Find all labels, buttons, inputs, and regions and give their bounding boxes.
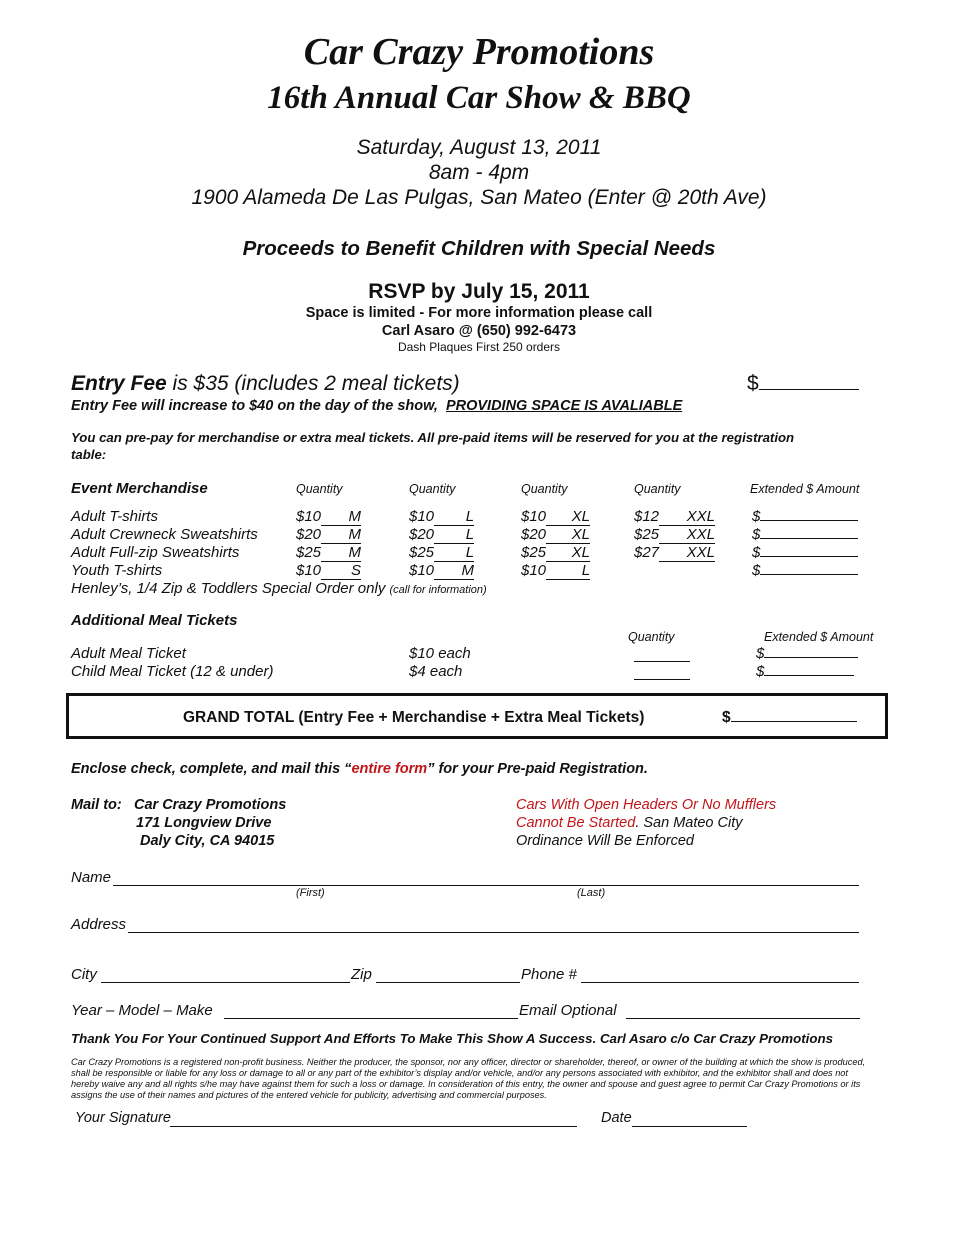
san-mateo-city-text: . San Mateo City: [635, 815, 743, 831]
amount-blank[interactable]: [760, 556, 858, 557]
special-order-text: Henley’s, 1/4 Zip & Toddlers Special Order only: [71, 580, 386, 597]
child-meal-label: Child Meal Ticket (12 & under): [71, 663, 274, 680]
merchandise-quantity-field[interactable]: [634, 544, 715, 562]
entire-form-emphasis: entire form: [351, 761, 428, 777]
enclose-text-start: Enclose check, complete, and mail this “: [71, 761, 352, 777]
grand-total-label: GRAND TOTAL (Entry Fee + Merchandise + Extra Meal Tickets): [183, 709, 645, 726]
merchandise-amount-field[interactable]: [752, 562, 858, 579]
unit-price: $20: [521, 526, 547, 543]
muffler-notice-1: Cars With Open Headers Or No Mufflers: [516, 797, 777, 813]
merchandise-quantity-field[interactable]: [296, 508, 361, 526]
email-field[interactable]: [626, 1018, 860, 1019]
zip-field[interactable]: [376, 982, 520, 983]
unit-price: $20: [409, 526, 435, 543]
address-label: Address: [71, 916, 127, 933]
dollar-sign: $: [752, 526, 761, 543]
unit-price: $10: [521, 508, 547, 525]
unit-price: $27: [634, 544, 660, 561]
phone-label: Phone #: [521, 966, 577, 983]
unit-price: $12: [634, 508, 660, 525]
amount-blank[interactable]: [760, 574, 858, 575]
city-field[interactable]: [101, 982, 350, 983]
meal-quantity-header: Quantity: [628, 630, 675, 644]
space-limited-note: Space is limited - For more information please call: [305, 305, 653, 321]
merchandise-quantity-field[interactable]: [521, 526, 590, 544]
special-order-note: (call for information): [389, 584, 487, 596]
child-meal-quantity-field[interactable]: [634, 679, 690, 680]
entry-fee-increase-line: [71, 398, 682, 414]
disclaimer-line-4: assigns the use of their names and pictures of the entered vehicle for publicity, advertising and commercial purposes.: [71, 1090, 547, 1100]
phone-field[interactable]: [581, 982, 859, 983]
merchandise-quantity-field[interactable]: [634, 508, 715, 526]
prepay-note-1: You can pre-pay for merchandise or extra meal tickets. All pre-paid items will be reserved for you at the registration: [71, 430, 795, 445]
amount-blank[interactable]: [760, 520, 858, 521]
dollar-sign: $: [722, 709, 731, 726]
merchandise-item-label: Adult T-shirts: [71, 508, 158, 525]
entry-fee-increase-note: Entry Fee will increase to $40 on the day of the show,: [71, 398, 438, 414]
unit-price: $25: [521, 544, 547, 561]
entry-fee-label: Entry Fee: [71, 372, 167, 395]
quantity-header-3: Quantity: [521, 482, 568, 496]
unit-price: $10: [296, 508, 322, 525]
dollar-sign: $: [752, 562, 761, 579]
benefit-statement: Proceeds to Benefit Children with Special Needs: [242, 237, 716, 260]
merchandise-item-label: Adult Crewneck Sweatshirts: [71, 526, 258, 543]
size-quantity-blank[interactable]: XL: [546, 508, 590, 526]
size-quantity-blank[interactable]: XL: [546, 544, 590, 562]
first-name-hint: (First): [296, 887, 325, 899]
dollar-sign: $: [747, 372, 759, 395]
merchandise-quantity-field[interactable]: [409, 544, 474, 562]
merchandise-quantity-field[interactable]: [296, 562, 361, 580]
dollar-sign: $: [752, 508, 761, 525]
amount-blank[interactable]: [760, 538, 858, 539]
size-quantity-blank[interactable]: M: [321, 526, 361, 544]
muffler-notice-2: [516, 815, 743, 831]
city-label: City: [71, 966, 97, 983]
unit-price: $10: [296, 562, 322, 579]
size-quantity-blank[interactable]: L: [434, 526, 474, 544]
adult-meal-quantity-field[interactable]: [634, 661, 690, 662]
meal-amount-header: Extended $ Amount: [764, 630, 874, 644]
last-name-hint: (Last): [577, 887, 606, 899]
signature-field[interactable]: [170, 1126, 577, 1127]
size-quantity-blank[interactable]: S: [321, 562, 361, 580]
merchandise-title: Event Merchandise: [71, 480, 208, 497]
quantity-header-1: Quantity: [296, 482, 343, 496]
merchandise-quantity-field[interactable]: [296, 544, 361, 562]
size-quantity-blank[interactable]: M: [321, 508, 361, 526]
unit-price: $25: [409, 544, 435, 561]
quantity-header-4: Quantity: [634, 482, 681, 496]
size-quantity-blank[interactable]: M: [321, 544, 361, 562]
enclose-instructions: [71, 761, 648, 777]
date-label: Date: [601, 1110, 632, 1126]
adult-meal-amount-field[interactable]: [756, 645, 858, 662]
address-field[interactable]: [128, 932, 859, 933]
mail-to-name: Car Crazy Promotions: [134, 797, 287, 813]
merchandise-quantity-field[interactable]: [521, 508, 590, 526]
size-quantity-blank[interactable]: XXL: [659, 508, 715, 526]
event-time: 8am - 4pm: [428, 161, 530, 184]
size-quantity-blank[interactable]: L: [434, 544, 474, 562]
event-location: 1900 Alameda De Las Pulgas, San Mateo (Enter @ 20th Ave): [191, 186, 767, 209]
mail-to-street: 171 Longview Drive: [136, 815, 272, 831]
space-available-note: PROVIDING SPACE IS AVALIABLE: [445, 398, 683, 414]
unit-price: $10: [521, 562, 547, 579]
mail-to-label: Mail to:: [71, 797, 122, 813]
merchandise-quantity-field[interactable]: [409, 562, 474, 580]
merchandise-amount-field[interactable]: [752, 526, 858, 543]
merchandise-quantity-field[interactable]: [296, 526, 361, 544]
vehicle-field[interactable]: [224, 1018, 518, 1019]
merchandise-quantity-field[interactable]: [409, 508, 474, 526]
dollar-sign: $: [756, 645, 765, 662]
org-title: Car Crazy Promotions: [303, 31, 655, 73]
dash-plaques-note: Dash Plaques First 250 orders: [397, 340, 561, 354]
contact-info: Carl Asaro @ (650) 992-6473: [381, 323, 577, 339]
quantity-header-2: Quantity: [409, 482, 456, 496]
thank-you-note: Thank You For Your Continued Support And Efforts To Make This Show A Success. Carl Asaro c/o Car Crazy Promotions: [71, 1031, 833, 1046]
date-field[interactable]: [632, 1126, 747, 1127]
signature-label: Your Signature: [75, 1110, 171, 1126]
extended-amount-header: Extended $ Amount: [750, 482, 860, 496]
unit-price: $10: [409, 508, 435, 525]
adult-meal-amount-blank[interactable]: [764, 657, 858, 658]
merchandise-quantity-field[interactable]: [521, 562, 590, 580]
merchandise-quantity-field[interactable]: [634, 526, 715, 544]
disclaimer-line-3: hereby waive any and all rights s/he may have against them for such a loss or damage. In consideration of this entry, the owner and spouse and guest agree to permit Car Crazy Promotions or its: [71, 1079, 861, 1089]
muffler-notice-3: Ordinance Will Be Enforced: [516, 833, 694, 849]
size-quantity-blank[interactable]: M: [434, 562, 474, 580]
grand-total-blank[interactable]: [731, 721, 857, 722]
event-date: Saturday, August 13, 2011: [356, 136, 602, 159]
dollar-sign: $: [752, 544, 761, 561]
name-label: Name: [71, 869, 112, 886]
merchandise-item-label: Adult Full-zip Sweatshirts: [71, 544, 240, 561]
grand-total-amount-field[interactable]: [722, 709, 857, 727]
unit-price: $20: [296, 526, 322, 543]
size-quantity-blank[interactable]: XXL: [659, 544, 715, 562]
unit-price: $25: [634, 526, 660, 543]
vehicle-label: Year – Model – Make: [71, 1002, 213, 1019]
size-quantity-blank[interactable]: XL: [546, 526, 590, 544]
entry-fee-amount-field[interactable]: [747, 372, 859, 396]
enclose-text-end: ” for your Pre-paid Registration.: [427, 761, 648, 777]
size-quantity-blank[interactable]: XXL: [659, 526, 715, 544]
entry-fee-description: is $35 (includes 2 meal tickets): [166, 372, 460, 395]
email-label: Email Optional: [519, 1002, 617, 1019]
merchandise-amount-field[interactable]: [752, 544, 858, 561]
unit-price: $25: [296, 544, 322, 561]
merchandise-item-label: Youth T-shirts: [71, 562, 163, 579]
cannot-be-started-text: Cannot Be Started: [516, 815, 636, 831]
entry-fee-line: [71, 372, 460, 396]
adult-meal-label: Adult Meal Ticket: [71, 645, 186, 662]
adult-meal-price: $10 each: [409, 645, 471, 662]
merchandise-amount-field[interactable]: [752, 508, 858, 525]
size-quantity-blank[interactable]: L: [434, 508, 474, 526]
event-title: 16th Annual Car Show & BBQ: [267, 80, 691, 116]
disclaimer-line-1: Car Crazy Promotions is a registered non-profit business. Neither the producer, the sponsor, nor any officer, director or shareholder, thereof, or owner of the building at which the show is produced,: [71, 1057, 866, 1067]
child-meal-price: $4 each: [409, 663, 463, 680]
unit-price: $10: [409, 562, 435, 579]
zip-label: Zip: [351, 966, 372, 983]
child-meal-amount-field[interactable]: [756, 663, 854, 680]
disclaimer-line-2: shall be responsible or liable for any loss or damage to all or any part of the exhibitor’s display and/or vehicle, and/or any persons associated with exhibitor, and the exhibitor shall and does not: [71, 1068, 848, 1078]
child-meal-amount-blank[interactable]: [764, 675, 854, 676]
name-field[interactable]: [113, 885, 859, 886]
merchandise-quantity-field[interactable]: [409, 526, 474, 544]
merchandise-quantity-field[interactable]: [521, 544, 590, 562]
entry-fee-blank[interactable]: [759, 389, 859, 390]
meal-tickets-title: Additional Meal Tickets: [71, 612, 238, 629]
rsvp-deadline: RSVP by July 15, 2011: [368, 280, 590, 303]
prepay-note-2: table:: [71, 447, 107, 462]
special-order-line: [71, 580, 487, 597]
mail-to-city: Daly City, CA 94015: [140, 833, 275, 849]
size-quantity-blank[interactable]: L: [546, 562, 590, 580]
dollar-sign: $: [756, 663, 765, 680]
